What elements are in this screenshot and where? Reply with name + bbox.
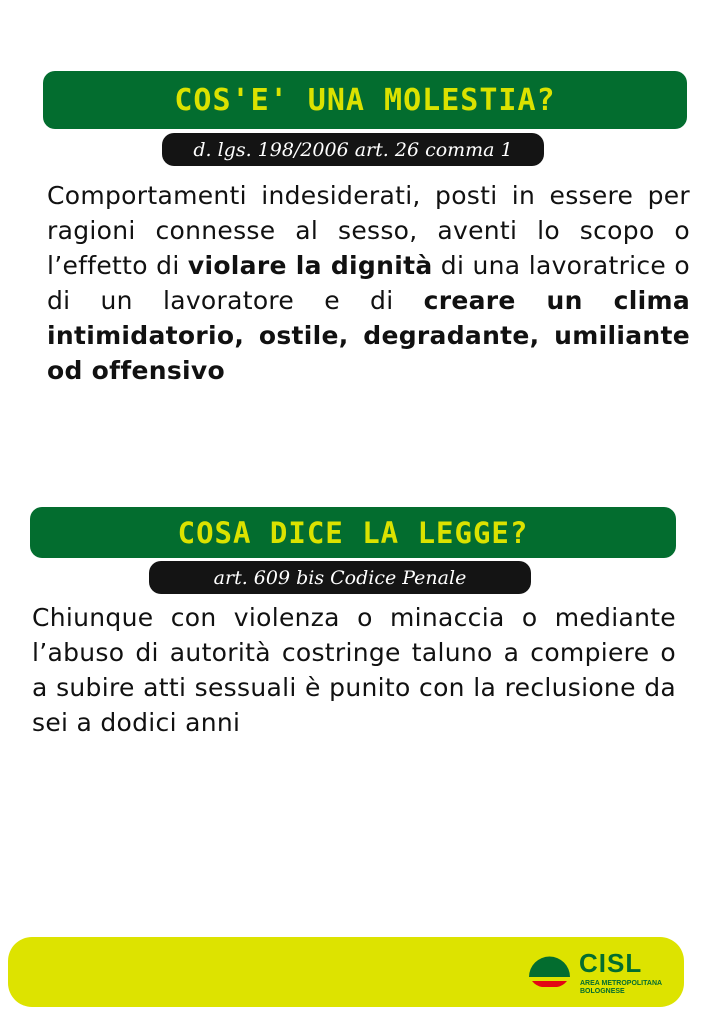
section2-reference: art. 609 bis Codice Penale [149, 561, 531, 594]
logo-subtitle [580, 980, 680, 996]
cisl-logo-icon [527, 950, 572, 994]
section2-law-text: Chiunque con violenza o minaccia o mediante l’abuso di autorità costringe taluno a compiere o a subire atti sessuali è punito con la reclusione da sei a dodici anni [32, 603, 676, 737]
section2-banner [30, 507, 676, 558]
section1-banner [43, 71, 687, 129]
definition-bold-2: creare un clima intimidatorio, ostile, degradante, umiliante od offensivo [47, 286, 690, 385]
logo-subtitle-line-2: BOLOGNESE [580, 988, 625, 995]
section1-reference: d. lgs. 198/2006 art. 26 comma 1 [162, 133, 544, 166]
logo-subtitle-line-1: AREA METROPOLITANA [580, 980, 663, 987]
section2-title: COSA DICE LA LEGGE? [177, 515, 529, 550]
cisl-logo [527, 950, 687, 1000]
section1-definition [47, 178, 690, 388]
definition-text-1: Comportamenti indesiderati, posti in essere per ragioni connesse al sesso, aventi lo scopo o l’effetto di [47, 181, 690, 280]
definition-text-2: di una lavoratrice o di un lavoratore e di [47, 251, 691, 315]
section1-title: COS'E' UNA MOLESTIA? [174, 82, 556, 118]
logo-name: CISL [579, 948, 643, 978]
definition-bold-1: violare la dignità [187, 251, 433, 280]
